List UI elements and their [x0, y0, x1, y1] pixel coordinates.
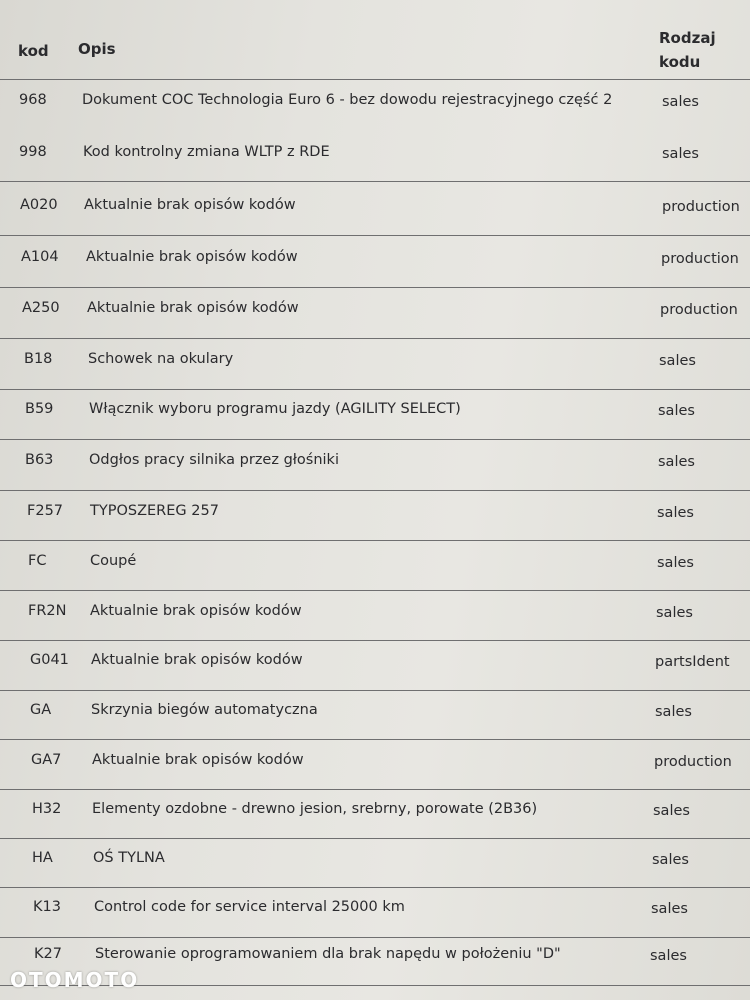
row-type: sales: [662, 146, 699, 162]
row-code: K27: [34, 946, 62, 962]
row-type: sales: [653, 803, 690, 819]
header-code: kod: [18, 42, 49, 60]
row-description: Sterowanie oprogramowaniem dla brak napędu w położeniu "D": [95, 946, 561, 962]
row-type: sales: [659, 353, 696, 369]
row-type: sales: [656, 605, 693, 621]
table-row: [0, 801, 750, 851]
row-description: Aktualnie brak opisów kodów: [90, 603, 302, 619]
row-divider: [0, 79, 750, 80]
row-code: 998: [19, 144, 47, 160]
row-type: production: [661, 251, 739, 267]
row-code: FR2N: [28, 603, 67, 619]
row-description: Aktualnie brak opisów kodów: [86, 249, 298, 265]
table-row: [0, 752, 750, 802]
row-description: Włącznik wyboru programu jazdy (AGILITY SELECT): [89, 401, 461, 417]
row-type: sales: [652, 852, 689, 868]
table-row: [0, 197, 750, 247]
table-row: [0, 702, 750, 752]
row-description: Control code for service interval 25000 km: [94, 899, 405, 915]
row-code: HA: [32, 850, 53, 866]
row-type: partsIdent: [655, 654, 730, 670]
table-row: [0, 850, 750, 900]
row-type: sales: [662, 94, 699, 110]
table-header: [0, 22, 750, 78]
row-code: B18: [24, 351, 53, 367]
header-type-line1: Rodzaj: [659, 29, 716, 47]
row-code: F257: [27, 503, 64, 519]
row-description: Aktualnie brak opisów kodów: [84, 197, 296, 213]
row-description: TYPOSZEREG 257: [90, 503, 219, 519]
row-description: Dokument COC Technologia Euro 6 - bez dowodu rejestracyjnego część 2: [82, 92, 613, 108]
row-description: Elementy ozdobne - drewno jesion, srebrny, porowate (2B36): [92, 801, 538, 817]
row-code: GA7: [31, 752, 62, 768]
row-code: G041: [30, 652, 69, 668]
row-code: A020: [20, 197, 58, 213]
row-code: A250: [22, 300, 60, 316]
row-description: Aktualnie brak opisów kodów: [92, 752, 304, 768]
row-type: production: [654, 754, 732, 770]
row-description: Odgłos pracy silnika przez głośniki: [89, 452, 339, 468]
row-description: Aktualnie brak opisów kodów: [91, 652, 303, 668]
row-description: Skrzynia biegów automatyczna: [91, 702, 318, 718]
table-row: [0, 553, 750, 603]
table-row: [0, 351, 750, 401]
table-row: [0, 249, 750, 299]
row-code: GA: [30, 702, 52, 718]
row-code: FC: [28, 553, 47, 569]
row-code: K13: [33, 899, 61, 915]
header-type: [659, 26, 739, 74]
table-row: [0, 300, 750, 350]
row-description: Schowek na okulary: [88, 351, 234, 367]
row-type: sales: [651, 901, 688, 917]
table-row: [0, 401, 750, 451]
table-row: [0, 603, 750, 653]
row-code: B59: [25, 401, 54, 417]
table-row: [0, 503, 750, 553]
row-type: sales: [655, 704, 692, 720]
header-description: Opis: [78, 40, 116, 58]
row-description: OŚ TYLNA: [93, 850, 165, 866]
row-type: sales: [650, 948, 687, 964]
table-row: [0, 452, 750, 502]
row-type: sales: [658, 454, 695, 470]
table-row: [0, 899, 750, 949]
row-type: production: [662, 199, 740, 215]
row-code: B63: [25, 452, 54, 468]
row-description: Coupé: [90, 553, 137, 569]
row-description: Aktualnie brak opisów kodów: [87, 300, 299, 316]
otomoto-watermark: OTOMOTO: [10, 968, 140, 992]
row-code: A104: [21, 249, 59, 265]
row-description: Kod kontrolny zmiana WLTP z RDE: [83, 144, 330, 160]
row-type: sales: [658, 403, 695, 419]
row-type: production: [660, 302, 738, 318]
row-type: sales: [657, 555, 694, 571]
table-row: [0, 652, 750, 702]
table-row: [0, 144, 750, 194]
table-row: [0, 92, 750, 142]
row-type: sales: [657, 505, 694, 521]
row-code: 968: [19, 92, 47, 108]
header-type-line2: kodu: [659, 53, 701, 71]
row-code: H32: [32, 801, 62, 817]
